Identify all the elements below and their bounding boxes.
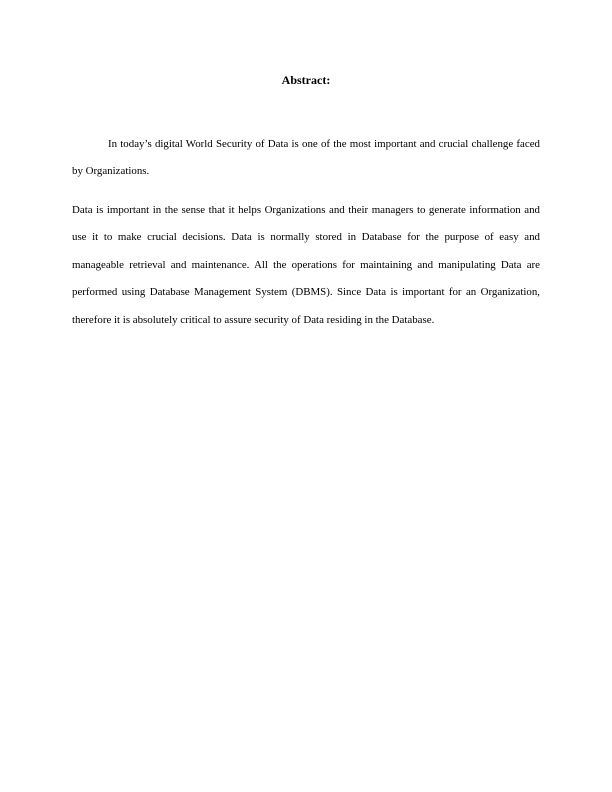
- abstract-paragraph-2: Data is important in the sense that it helps Organizations and their managers to generate information and use it to make crucial decisions. Data is normally stored in Database for the purpose of easy and manageable retrieval and maintenance. All the operations for maintaining and manipulating Data are performed using Database Management System (DBMS). Since Data is important for an Organization, therefore it is absolutely critical to assure security of Data residing in the Database.: [72, 204, 540, 326]
- abstract-heading: Abstract:: [281, 73, 331, 87]
- abstract-paragraph-1: In today’s digital World Security of Data is one of the most important and crucial challenge faced by Organizations.: [72, 138, 540, 178]
